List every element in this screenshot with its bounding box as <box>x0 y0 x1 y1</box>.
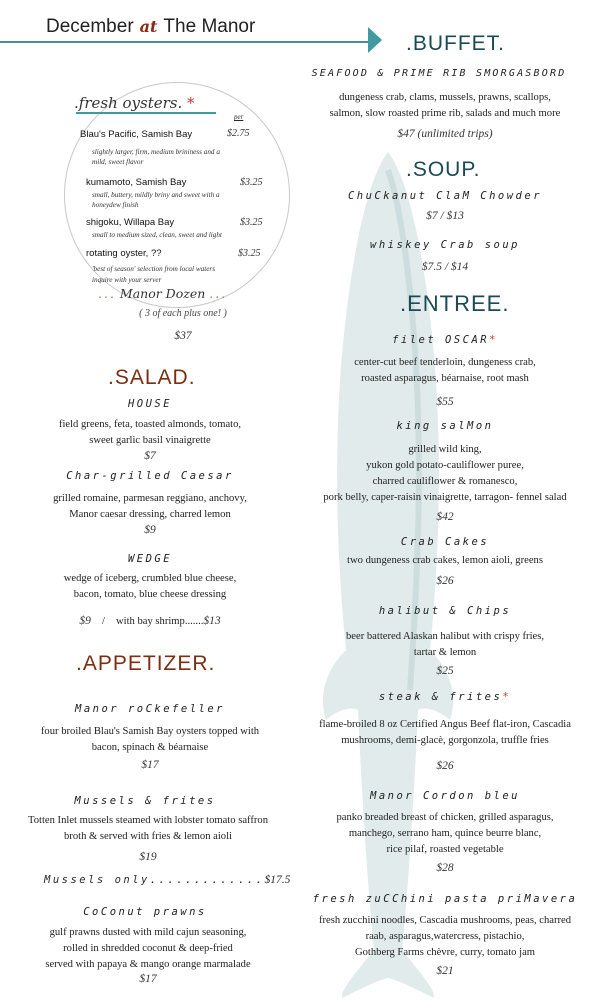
entree-steak-desc: flame-broiled 8 oz Certified Angus Beef flat-iron, Cascadia <box>319 719 571 730</box>
buffet-desc: salmon, slow roasted prime rib, salads and much more <box>329 108 561 119</box>
app-mussels-price: $19 <box>139 851 157 863</box>
entree-halibut-name: halibut & Chips <box>378 605 512 617</box>
app-prawns-desc: served with papaya & mango orange marmalade <box>45 959 251 970</box>
manor-dozen <box>98 286 227 301</box>
title-at: at <box>139 17 158 36</box>
buffet-price: $47 (unlimited trips) <box>397 128 493 140</box>
salad-wedge-name: WEDGE <box>127 553 173 565</box>
buffet-desc: dungeness crab, clams, mussels, prawns, scallops, <box>339 92 551 103</box>
app-prawns-name: CoConut prawns <box>83 906 207 918</box>
title-month: December <box>46 16 134 37</box>
salad-caesar-desc: grilled romaine, parmesan reggiano, anchovy, <box>53 493 247 504</box>
entree-cordon-desc: panko breaded breast of chicken, grilled asparagus, <box>336 812 554 823</box>
entree-steak-name <box>292 691 598 703</box>
oyster-name: Blau's Pacific, Samish Bay <box>80 129 193 140</box>
dozen-price: $37 <box>174 330 192 342</box>
app-mussels-only <box>44 874 290 886</box>
oyster-price: $2.75 <box>227 128 250 139</box>
entree-salmon-desc: pork belly, caper-raisin vinaigrette, tarragon- fennel salad <box>323 492 567 503</box>
app-mussels-desc: broth & served with fries & lemon aioli <box>64 831 232 842</box>
app-mussels-desc: Totten Inlet mussels steamed with lobster tomato saffron <box>27 815 269 826</box>
mussels-only-name: Mussels only............. <box>44 874 265 886</box>
entree-halibut-desc: tartar & lemon <box>413 647 477 658</box>
steak-star: * <box>502 691 512 703</box>
entree-heading: .ENTREE. <box>400 291 510 316</box>
entree-crabcakes-desc: two dungeness crab cakes, lemon aioli, greens <box>347 555 543 566</box>
entree-oscar-desc: center-cut beef tenderloin, dungeness crab, <box>354 357 536 368</box>
oyster-note: small, buttery, mildly briny and sweet with a <box>92 191 220 199</box>
entree-salmon-desc: yukon gold potato-cauliflower puree, <box>366 460 524 471</box>
entree-cordon-desc: manchego, serrano ham, quince beurre blanc, <box>348 828 542 839</box>
entree-salmon-desc: grilled wild king, <box>408 444 482 455</box>
salad-wedge-desc: bacon, tomato, blue cheese dressing <box>73 589 227 600</box>
entree-primavera-name: fresh zuCChini pasta priMavera <box>312 893 578 905</box>
title-venue: The Manor <box>163 16 256 37</box>
oyster-note: mild, sweet flavor <box>92 158 144 166</box>
oyster-price: $3.25 <box>240 217 263 228</box>
oyster-note: honeydew finish <box>92 201 139 209</box>
entree-oscar-desc: roasted asparagus, béarnaise, root mash <box>361 373 529 384</box>
oyster-note: 'best of season' selection from local waters <box>92 265 215 273</box>
app-prawns-desc: rolled in shredded coconut & deep-fried <box>63 943 233 954</box>
entree-cordon-name: Manor Cordon bleu <box>370 790 520 802</box>
app-rockefeller-desc: bacon, spinach & béarnaise <box>91 742 209 753</box>
salad-caesar-price: $9 <box>144 524 156 536</box>
dozen-label: Manor Dozen <box>119 286 206 301</box>
oyster-note: slightly larger, firm, medium brininess and a <box>92 148 220 156</box>
salad-wedge-shrimp-price: $13 <box>203 615 221 627</box>
entree-primavera-desc: raab, asparagus,watercress, pistachio, <box>365 931 525 942</box>
salad-wedge-price-line <box>0 609 300 630</box>
oysters-underline <box>76 112 216 114</box>
mussels-only-price: $17.5 <box>264 874 291 886</box>
entree-oscar-name <box>292 334 598 346</box>
menu-title <box>46 16 255 38</box>
app-rockefeller-name: Manor roCkefeller <box>75 703 225 715</box>
header-rule <box>0 41 372 43</box>
oysters-title-mark: * <box>187 94 195 112</box>
entree-steak-price: $26 <box>436 760 454 772</box>
entree-crabcakes-name: Crab Cakes <box>400 536 490 548</box>
app-prawns-desc: gulf prawns dusted with mild cajun seasoning, <box>49 927 247 938</box>
salad-wedge-price: $9 <box>79 615 91 627</box>
soup-chowder-name: ChuCkanut ClaM Chowder <box>347 190 543 202</box>
entree-primavera-desc: fresh zucchini noodles, Cascadia mushrooms, peas, charred <box>318 915 572 926</box>
entree-halibut-desc: beer battered Alaskan halibut with crispy fries, <box>346 631 544 642</box>
entree-cordon-price: $28 <box>436 862 454 874</box>
dozen-dots-left: ... <box>98 286 116 301</box>
entree-oscar-price: $55 <box>436 396 454 408</box>
salad-house-desc: sweet garlic basil vinaigrette <box>89 435 211 446</box>
salad-wedge-sep: / <box>101 616 105 627</box>
soup-crab-price: $7.5 / $14 <box>421 261 469 273</box>
salad-wedge-desc: wedge of iceberg, crumbled blue cheese, <box>63 573 237 584</box>
app-prawns-price: $17 <box>139 973 157 985</box>
entree-salmon-price: $42 <box>436 511 454 523</box>
dozen-dots-right: ... <box>209 286 228 301</box>
salad-heading: .SALAD. <box>108 366 196 389</box>
salad-caesar-desc: Manor caesar dressing, charred lemon <box>69 509 231 520</box>
soup-crab-name: whiskey Crab soup <box>370 239 520 251</box>
arrow-right-icon <box>368 27 382 53</box>
entree-halibut-price: $25 <box>436 665 454 677</box>
soup-chowder-price: $7 / $13 <box>426 210 464 222</box>
app-rockefeller-price: $17 <box>141 759 159 771</box>
salad-house-name: HOUSE <box>127 398 173 410</box>
app-rockefeller-desc: four broiled Blau's Samish Bay oysters topped with <box>40 726 260 737</box>
entree-crabcakes-price: $26 <box>436 575 454 587</box>
appetizer-heading: .APPETIZER. <box>76 652 216 675</box>
entree-primavera-price: $21 <box>436 965 454 977</box>
oscar-name-text: filet OSCAR <box>392 334 490 346</box>
salad-wedge-shrimp: with bay shrimp....... <box>115 616 204 627</box>
oyster-name: kumamoto, Samish Bay <box>86 177 187 188</box>
oyster-price: $3.25 <box>238 248 261 259</box>
soup-heading: .SOUP. <box>406 158 481 181</box>
entree-steak-desc: mushrooms, demi-glacè, gorgonzola, truffle fries <box>341 735 549 746</box>
oysters-per-label: per <box>234 113 244 121</box>
oysters-title-text: .fresh oysters. <box>74 94 183 112</box>
entree-salmon-name: king salMon <box>396 420 494 432</box>
oyster-note: inquire with your server <box>92 276 162 284</box>
buffet-name: SEAFOOD & PRIME RIB SMORGASBORD <box>311 68 567 79</box>
app-mussels-name: Mussels & frites <box>74 795 216 807</box>
entree-salmon-desc: charred cauliflower & romanesco, <box>372 476 518 487</box>
oyster-price: $3.25 <box>240 177 263 188</box>
salad-house-price: $7 <box>144 450 156 462</box>
steak-name-text: steak & frites <box>378 691 503 703</box>
salad-house-desc: field greens, feta, toasted almonds, tomato, <box>58 419 242 430</box>
oyster-note: small to medium sized, clean, sweet and light <box>92 231 222 239</box>
buffet-heading: .BUFFET. <box>406 32 506 55</box>
salad-caesar-name: Char-grilled Caesar <box>66 470 234 482</box>
entree-primavera-desc: Gothberg Farms chèvre, curry, tomato jam <box>354 947 536 958</box>
oyster-name: shigoku, Willapa Bay <box>86 217 175 228</box>
entree-cordon-desc: rice pilaf, roasted vegetable <box>386 844 504 855</box>
oyster-name: rotating oyster, ?? <box>86 248 162 259</box>
dozen-subtitle: ( 3 of each plus one! ) <box>139 308 227 319</box>
oscar-star: * <box>489 334 498 346</box>
oysters-heading <box>74 94 195 112</box>
